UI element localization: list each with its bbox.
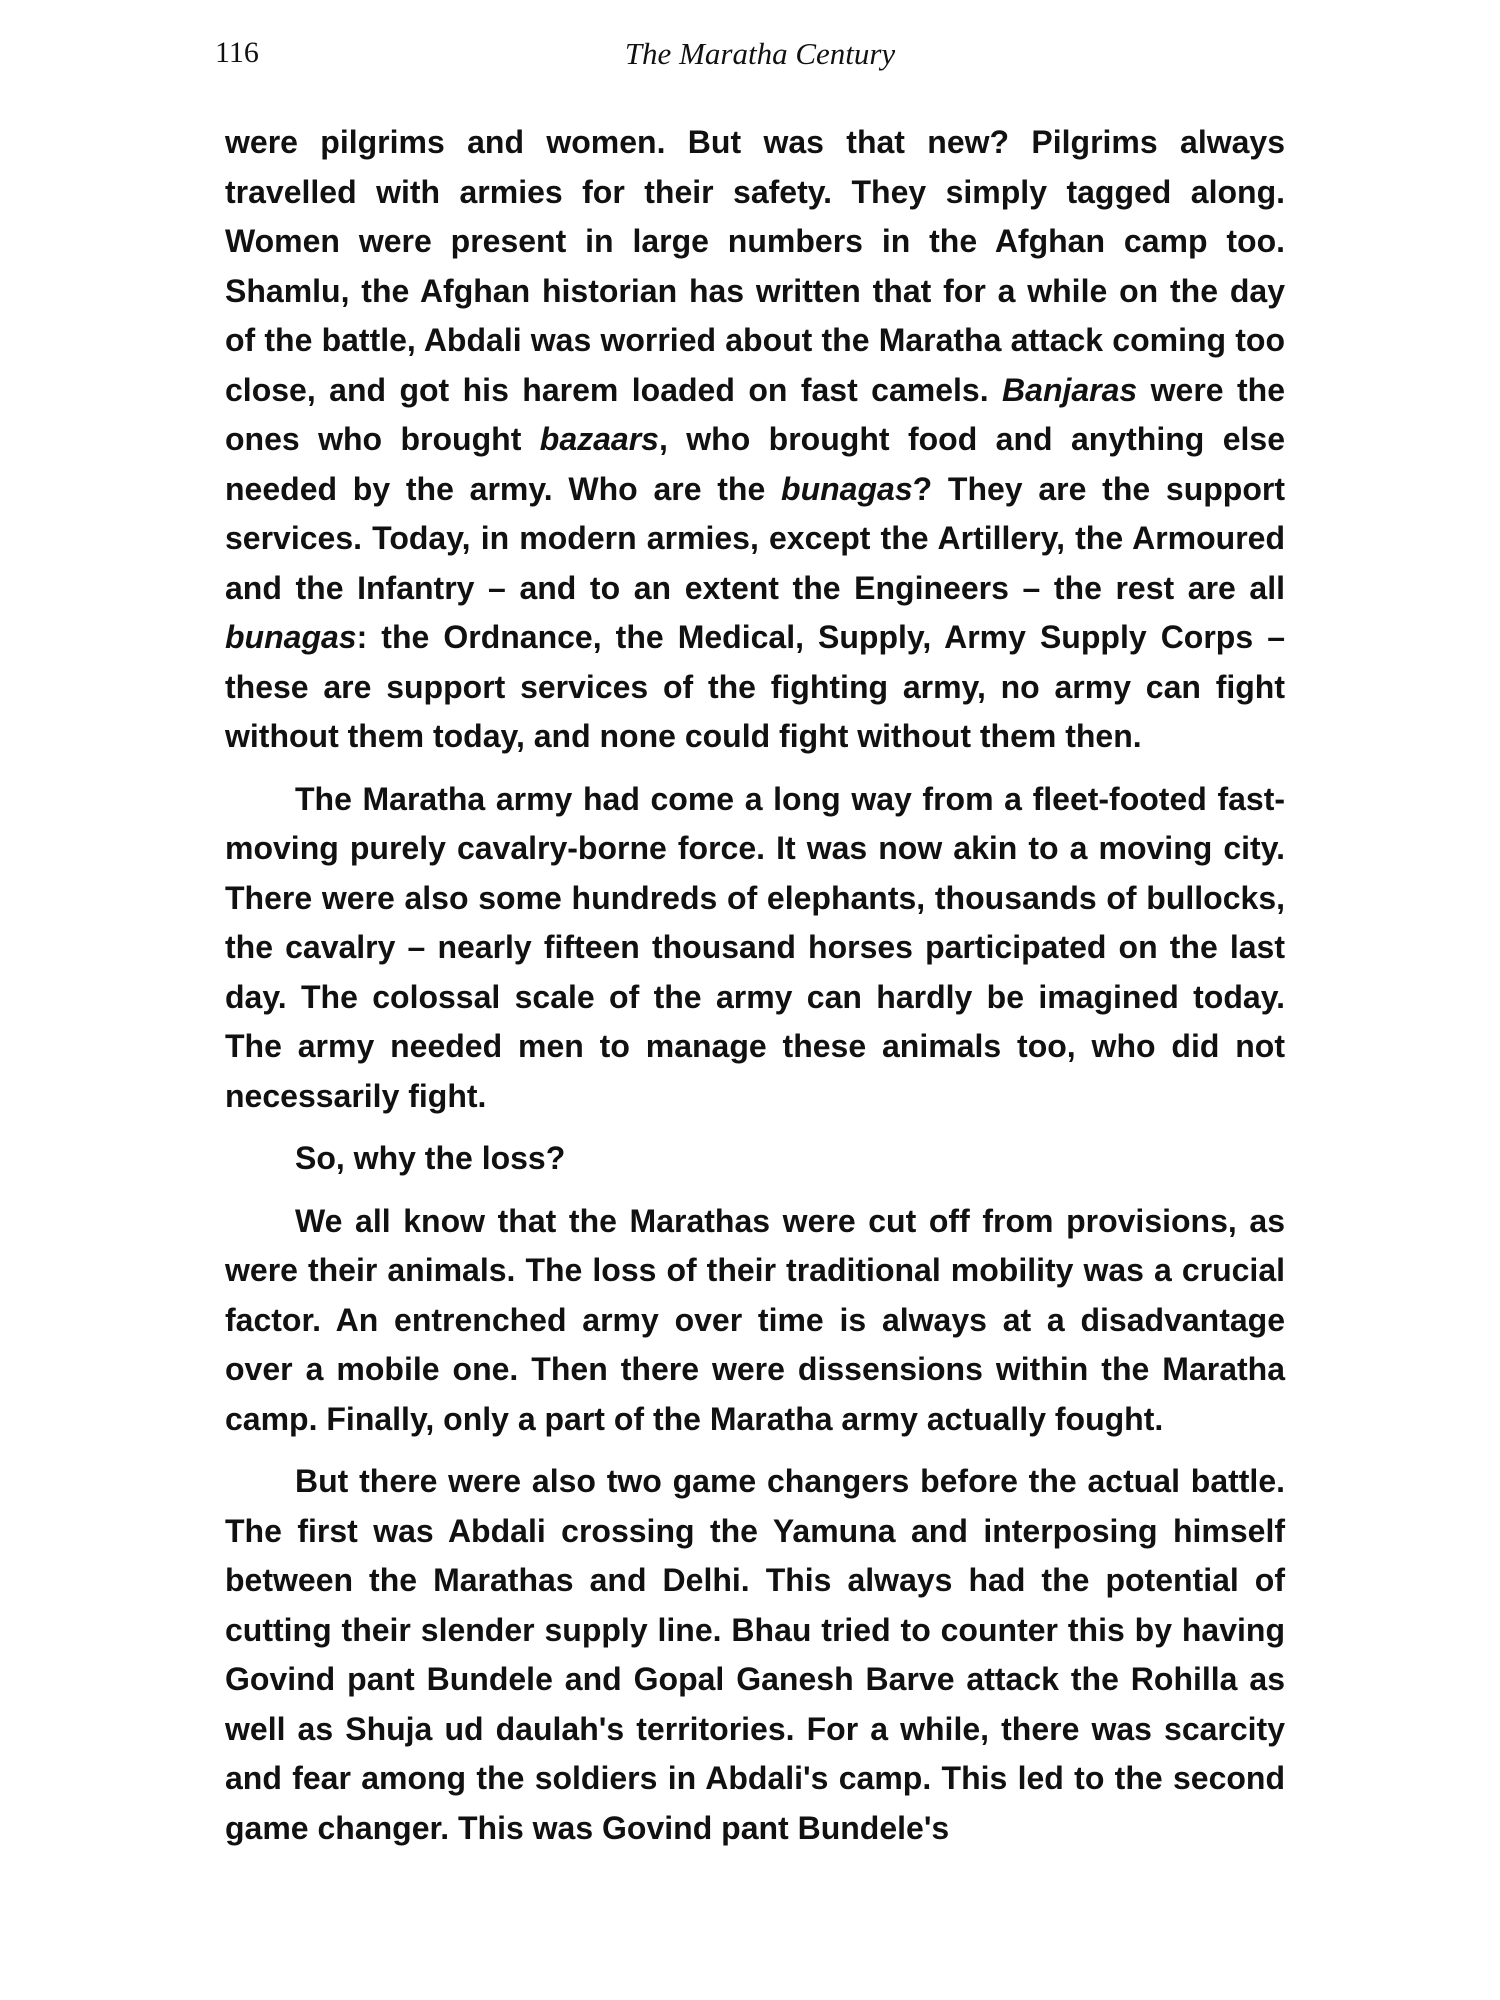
italic-term: bazaars — [539, 421, 659, 457]
text-run: ? They are the support services. Today, in modern armies, except the Artillery, the Armoured and the Infantry – and to an extent the Engineers – the rest are all — [225, 470, 1286, 606]
italic-term: bunagas — [225, 619, 357, 655]
paragraph — [225, 1134, 1285, 1184]
paragraph — [225, 118, 1285, 762]
paragraph — [225, 775, 1285, 1122]
text-run: The Maratha army had come a long way from a fleet-footed fast-moving purely cavalry-borne force. It was now akin to a moving city. There were also some hundreds of elephants, thousands of bullocks, the cavalry – nearly fifteen thousand horses participated on the last day. The colossal scale of the army can hardly be imagined today. The army needed men to manage these animals too, who did not necessarily fight. — [225, 780, 1285, 1114]
italic-term: bunagas — [781, 470, 913, 507]
text-run: So, why the loss? — [295, 1140, 566, 1176]
italic-term: Banjaras — [1002, 371, 1138, 408]
text-run: were pilgrims and women. But was that new? Pilgrims always travelled with armies for their safety. They simply tagged along. Women were present in large numbers in the Afghan camp too. Shamlu, the Afghan historian has written that for a while on the day of the battle, Abdali was worried about the Maratha attack coming too close, and got his harem loaded on fast camels. — [225, 124, 1285, 408]
book-title: The Maratha Century — [624, 36, 896, 71]
text-run: But there were also two game changers before the actual battle. The first was Abdali crossing the Yamuna and interposing himself between the Marathas and Delhi. This always had the potential of cutting their slender supply line. Bhau tried to counter this by having Govind pant Bundele and Gopal Ganesh Barve attack the Rohilla as well as Shuja ud daulah's territories. For a while, there was scarcity and fear among the soldiers in Abdali's camp. This led to the second game changer. This was Govind pant Bundele's — [225, 1463, 1285, 1846]
body-text — [225, 118, 1285, 1853]
page-number: 116 — [215, 36, 259, 69]
running-head — [215, 30, 1305, 80]
text-run: , who brought food and anything else needed by the army. Who are the — [225, 421, 1286, 507]
paragraph — [225, 1457, 1285, 1853]
text-run: were the ones who brought — [225, 371, 1286, 457]
text-run: : the Ordnance, the Medical, Supply, Army Supply Corps – these are support services of the fighting army, no army can fight without them today, and none could fight without them then. — [225, 619, 1285, 754]
text-run: We all know that the Marathas were cut off from provisions, as were their animals. The loss of their traditional mobility was a crucial factor. An entrenched army over time is always at a disadvantage over a mobile one. Then there were dissensions within the Maratha camp. Finally, only a part of the Maratha army actually fought. — [225, 1202, 1285, 1437]
paragraph — [225, 1197, 1285, 1445]
